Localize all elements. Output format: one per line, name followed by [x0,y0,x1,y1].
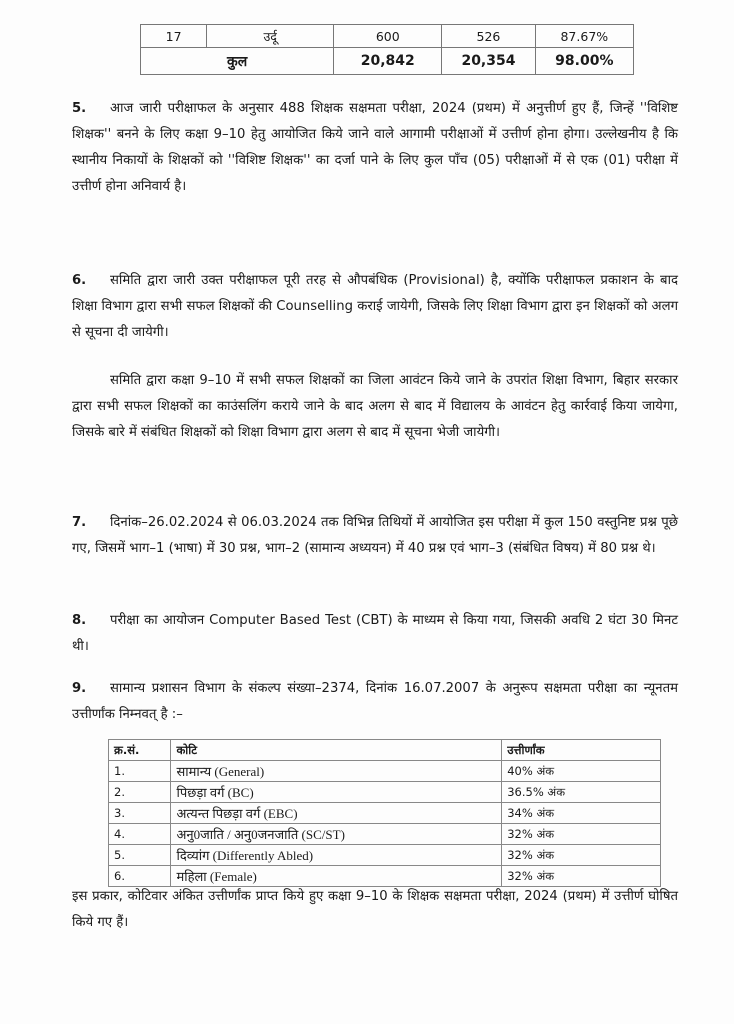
header-serial: क्र.सं. [109,740,171,761]
header-category: कोटि [171,740,502,761]
paragraph-7 [72,510,678,562]
category-cell: दिव्यांग (Differently Abled) [171,845,502,866]
header-marks: उत्तीर्णांक [502,740,661,761]
marks-cell: 32% अंक [502,845,661,866]
paragraph-text: समिति द्वारा जारी उक्त परीक्षाफल पूरी तरह से औपबंधिक (Provisional) है, क्योंकि परीक्षाफल प्रकाशन के बाद शिक्षा विभाग द्वारा सभी सफल शिक्षकों की Counselling कराई जायेगी, जिसके लिए शिक्षा विभाग द्वारा इन शिक्षकों को अलग से सूचना दी जायेगी। [72,273,678,340]
category-cell: अत्यन्त पिछड़ा वर्ग (EBC) [171,803,502,824]
marks-cell: 32% अंक [502,866,661,887]
paragraph-6-continued [72,368,678,446]
paragraph-6 [72,268,678,346]
marks-cell: 32% अंक [502,824,661,845]
serial-cell: 5. [109,845,171,866]
subject-cell: उर्दू [207,25,334,48]
paragraph-8 [72,608,678,660]
appeared-cell: 600 [334,25,442,48]
table-row [141,25,634,48]
category-cell: महिला (Female) [171,866,502,887]
serial-cell: 3. [109,803,171,824]
percent-cell: 87.67% [535,25,633,48]
marks-cell: 36.5% अंक [502,782,661,803]
paragraph-9 [72,676,678,728]
serial-cell: 1. [109,761,171,782]
paragraph-text: इस प्रकार, कोटिवार अंकित उत्तीर्णांक प्राप्त किये हुए कक्षा 9–10 के शिक्षक सक्षमता परीक्षा, 2024 (प्रथम) में उत्तीर्ण घोषित किये गए हैं। [72,889,678,930]
paragraph-text: परीक्षा का आयोजन Computer Based Test (CBT) के माध्यम से किया गया, जिसकी अवधि 2 घंटा 30 मिनट थी। [72,613,678,654]
table-row [109,845,661,866]
marks-cell: 34% अंक [502,803,661,824]
paragraph-number: 7. [72,515,87,530]
category-cell: पिछड़ा वर्ग (BC) [171,782,502,803]
cutoff-table [108,739,661,887]
table-row [109,782,661,803]
paragraph-text: दिनांक–26.02.2024 से 06.03.2024 तक विभिन्न तिथियों में आयोजित इस परीक्षा में कुल 150 वस्तुनिष्ट प्रश्न पूछे गए, जिसमें भाग–1 (भाषा) में 30 प्रश्न, भाग–2 (सामान्य अध्ययन) में 40 प्रश्न एवं भाग–3 (संबंधित विषय) में 80 प्रश्न थे। [72,515,678,556]
total-passed: 20,354 [442,48,535,75]
serial-cell: 4. [109,824,171,845]
paragraph-text: आज जारी परीक्षाफल के अनुसार 488 शिक्षक सक्षमता परीक्षा, 2024 (प्रथम) में अनुत्तीर्ण हुए हैं, जिन्हें ''विशिष्ट शिक्षक'' बनने के लिए कक्षा 9–10 हेतु आयोजित किये जाने वाले आगामी परीक्षाओं में उत्तीर्ण होना होगा। उल्लेखनीय है कि स्थानीय निकायों के शिक्षकों को ''विशिष्ट शिक्षक'' का दर्जा पाने के लिए कुल पाँच (05) परीक्षाओं में से एक (01) परीक्षा में उत्तीर्ण होना अनिवार्य है। [72,101,678,194]
table-row [109,761,661,782]
cutoff-header-row [109,740,661,761]
paragraph-text: सामान्य प्रशासन विभाग के संकल्प संख्या–2374, दिनांक 16.07.2007 के अनुरूप सक्षमता परीक्षा का न्यूनतम उत्तीर्णांक निम्नवत् है :– [72,681,678,722]
paragraph-5 [72,96,678,200]
paragraph-number: 5. [72,101,87,116]
serial-cell: 17 [141,25,207,48]
paragraph-number: 9. [72,681,87,696]
total-appeared: 20,842 [334,48,442,75]
total-label: कुल [141,48,334,75]
paragraph-number: 8. [72,613,87,628]
category-cell: अनु0जाति / अनु0जनजाति (SC/ST) [171,824,502,845]
table-row [109,824,661,845]
table-row [109,803,661,824]
serial-cell: 2. [109,782,171,803]
paragraph-number: 6. [72,273,87,288]
passed-cell: 526 [442,25,535,48]
marks-cell: 40% अंक [502,761,661,782]
category-cell: सामान्य (General) [171,761,502,782]
paragraph-text: समिति द्वारा कक्षा 9–10 में सभी सफल शिक्षकों का जिला आवंटन किये जाने के उपरांत शिक्षा विभाग, बिहार सरकार द्वारा सभी सफल शिक्षकों का काउंसलिंग कराये जाने के बाद अलग से बाद में विद्यालय के आवंटन हेतु कार्रवाई किया जायेगा, जिसके बारे में संबंधित शिक्षकों को शिक्षा विभाग द्वारा अलग से बाद में सूचना भेजी जायेगी। [72,373,678,440]
results-table [140,24,634,75]
total-row [141,48,634,75]
serial-cell: 6. [109,866,171,887]
closing-paragraph [72,884,678,936]
total-percent: 98.00% [535,48,633,75]
